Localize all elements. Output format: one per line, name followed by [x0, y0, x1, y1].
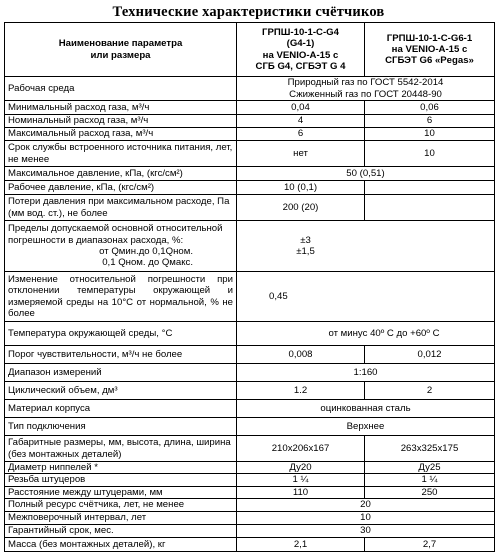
param-cell: Циклический объем, дм³ [5, 382, 237, 400]
value-cell-merged: 10 [237, 511, 495, 524]
param-line: Изменение относительной погрешности при [8, 273, 233, 285]
param-line: (мм вод. ст.), не более [8, 207, 108, 219]
table-row [5, 322, 495, 346]
param-cell [5, 141, 237, 167]
value-cell-col1: 1.2 [237, 382, 365, 400]
value-cell-col2: 1 ¼ [365, 474, 495, 486]
param-cell: Номинальный расход газа, м³/ч [5, 115, 237, 128]
value-line: Природный газ по ГОСТ 5542-2014 [287, 77, 444, 89]
value-cell-col2: 10 [365, 128, 495, 141]
value-cell-merged [237, 77, 495, 101]
param-line: Срок службы встроенного источника питания, лет, [8, 142, 233, 154]
value-cell-col1: 4 [237, 115, 365, 128]
table-row [5, 346, 495, 364]
table-row [5, 418, 495, 436]
param-cell: Рабочая среда [5, 77, 237, 101]
value-cell-merged: от минус 40º С до +60º С [237, 322, 495, 346]
value-cell-col2: Ду25 [365, 462, 495, 474]
value-cell-col2: 10 [365, 141, 495, 167]
table-row [5, 400, 495, 418]
value-line: ±3 [300, 234, 311, 246]
header-param [5, 23, 237, 77]
value-cell-merged: оцинкованная сталь [237, 400, 495, 418]
table-row [5, 436, 495, 462]
empty-cell [365, 195, 495, 221]
value-cell-col1: 6 [237, 128, 365, 141]
value-cell-col1: нет [237, 141, 365, 167]
table-row [5, 498, 495, 511]
page-title: Технические характеристики счётчиков [112, 4, 385, 20]
header-col1-line: СГБ G4, СГБЭТ G 4 [255, 60, 346, 72]
value-cell-col2: 250 [365, 486, 495, 498]
table-row [5, 511, 495, 524]
value-line: Сжиженный газ по ГОСТ 20448-90 [289, 88, 442, 100]
value-cell-merged: 50 (0,51) [237, 167, 495, 181]
value-cell-merged: 200 (20) [237, 195, 365, 221]
param-line: Пределы допускаемой основной относительной [8, 223, 223, 235]
param-line: от Qмин.до 0,1Qном. [99, 246, 193, 257]
header-col1-line: ГРПШ-10-1-С-G4 [262, 26, 339, 38]
table-row [5, 462, 495, 474]
value-cell-col2: 2 [365, 382, 495, 400]
table-row [5, 524, 495, 537]
header-col2 [365, 23, 495, 77]
value-cell-col1: 0,008 [237, 346, 365, 364]
table-row [5, 181, 495, 195]
value-cell-merged: 10 (0,1) [237, 181, 365, 195]
param-cell: Межповерочный интервал, лет [5, 511, 237, 524]
table-row [5, 537, 495, 551]
param-cell [5, 195, 237, 221]
value-cell-col2: 0,012 [365, 346, 495, 364]
value-cell-merged: 20 [237, 498, 495, 511]
param-line: измеряемой среды на 10°С от нормальной, % не [8, 296, 233, 308]
table-row [5, 115, 495, 128]
table-row [5, 474, 495, 486]
table-row [5, 382, 495, 400]
empty-cell [365, 181, 495, 195]
value-cell-col2: 6 [365, 115, 495, 128]
table-row [5, 77, 495, 101]
table-row [5, 221, 495, 272]
header-param-line: или размера [90, 49, 151, 61]
value-cell-col1: 210x206x167 [237, 436, 365, 462]
value-cell-merged: Верхнее [237, 418, 495, 436]
param-line: Потери давления при максимальном расходе, Па [8, 196, 230, 208]
table-row [5, 486, 495, 498]
value-cell-col2: 263x325x175 [365, 436, 495, 462]
table-row [5, 272, 495, 322]
param-line: отклонении температуры окружающей и [8, 285, 233, 297]
value-cell-merged [237, 221, 495, 272]
param-line: не менее [8, 153, 50, 165]
table-header-row [5, 23, 495, 77]
header-col2-line: СГБЭТ G6 «Pegas» [385, 55, 474, 67]
param-cell: Максимальное давление, кПа, (кгс/см²) [5, 167, 237, 181]
value-cell-merged: 1:160 [237, 364, 495, 382]
value-cell-col1: 0,04 [237, 101, 365, 115]
table-row [5, 101, 495, 115]
table-row [5, 364, 495, 382]
param-cell: Гарантийный срок, мес. [5, 524, 237, 537]
param-line: погрешности в диапазонах расхода, %: [8, 234, 184, 246]
value-cell-merged: 30 [237, 524, 495, 537]
param-line: Габаритные размеры, мм, высота, длина, ширина [8, 437, 231, 449]
param-cell [5, 436, 237, 462]
param-cell: Полный ресурс счётчика, лет, не менее [5, 498, 237, 511]
value-cell-merged: 0,45 [237, 272, 495, 322]
param-cell: Материал корпуса [5, 400, 237, 418]
param-line: 0,1 Qном. до Qмакс. [102, 257, 193, 269]
table-row [5, 141, 495, 167]
value-cell-col1: 110 [237, 486, 365, 498]
param-cell: Масса (без монтажных деталей), кг [5, 537, 237, 551]
param-cell: Минимальный расход газа, м³/ч [5, 101, 237, 115]
table-row [5, 195, 495, 221]
param-line: (без монтажных деталей) [8, 448, 122, 460]
header-col2-line: ГРПШ-10-1-С-G6-1 [386, 32, 473, 44]
param-cell: Диапазон измерений [5, 364, 237, 382]
param-cell: Температура окружающей среды, °С [5, 322, 237, 346]
value-cell-col1: 2,1 [237, 537, 365, 551]
value-cell-col2: 2,7 [365, 537, 495, 551]
header-col1 [237, 23, 365, 77]
value-cell-col1: Ду20 [237, 462, 365, 474]
param-cell: Порог чувствительности, м³/ч не более [5, 346, 237, 364]
param-cell: Диаметр ниппелей * [5, 462, 237, 474]
header-col1-line: (G4-1) [286, 38, 315, 50]
table-row [5, 167, 495, 181]
param-cell: Тип подключения [5, 418, 237, 436]
header-col1-line: на VENIO-A-15 с [262, 49, 339, 61]
param-cell [5, 221, 237, 272]
param-cell: Резьба штуцеров [5, 474, 237, 486]
table-row [5, 128, 495, 141]
param-cell: Максимальный расход газа, м³/ч [5, 128, 237, 141]
value-cell-col1: 1 ¼ [237, 474, 365, 486]
value-line: ±1,5 [296, 246, 315, 257]
value-cell-col2: 0,06 [365, 101, 495, 115]
param-cell: Рабочее давление, кПа, (кгс/см²) [5, 181, 237, 195]
header-col2-line: на VENIO-A-15 с [391, 43, 468, 55]
param-cell: Расстояние между штуцерами, мм [5, 486, 237, 498]
param-cell [5, 272, 237, 322]
param-line: более [8, 307, 35, 319]
header-param-line: Наименование параметра [58, 38, 183, 50]
specs-table [4, 22, 495, 552]
